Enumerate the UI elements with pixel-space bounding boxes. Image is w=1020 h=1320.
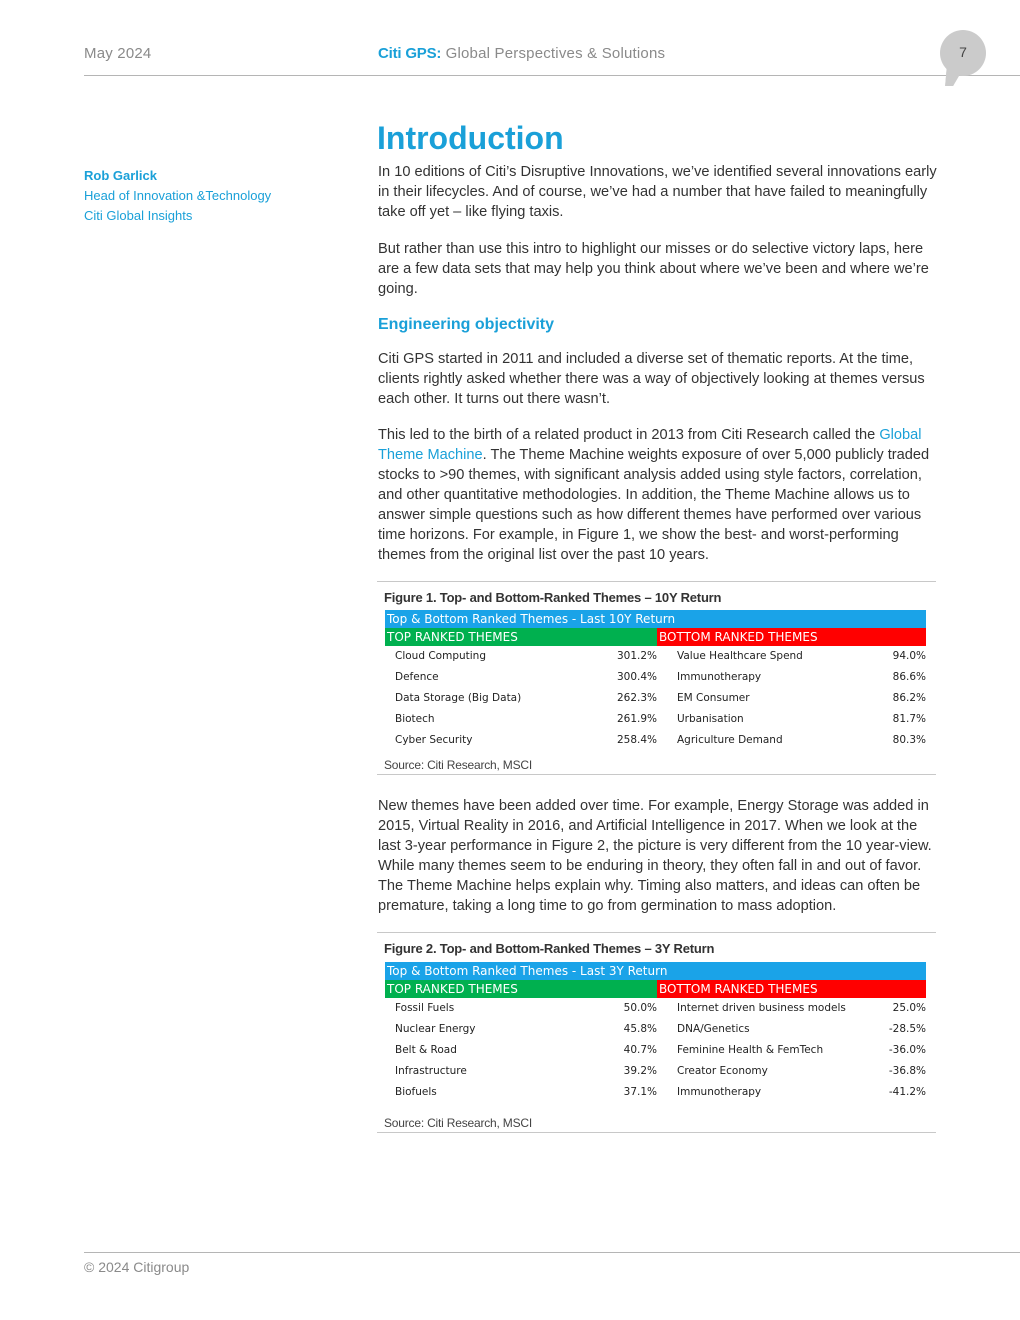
global-theme-machine-link[interactable]: Global Theme Machine bbox=[378, 427, 922, 463]
paragraph-data-sets: But rather than use this intro to highlight our misses or do selective victory laps, here are a few data sets that may help you think about where we’ve been and where we’re going. bbox=[378, 241, 929, 297]
figure1-top-rule bbox=[377, 581, 936, 582]
table-row bbox=[385, 730, 926, 751]
figure1-title: Figure 1. Top- and Bottom-Ranked Themes – 10Y Return bbox=[384, 590, 722, 605]
brand-subtitle: Global Perspectives & Solutions bbox=[445, 45, 666, 62]
footer-copyright: © 2024 Citigroup bbox=[84, 1259, 190, 1275]
bottom-ranked-header: BOTTOM RANKED THEMES bbox=[657, 980, 926, 998]
figure2-table-subheader bbox=[385, 980, 926, 998]
text-segment: . The Theme Machine weights exposure of over 5,000 publicly traded stocks to >90 themes, with significant analysis added using style factors, correlation, and other quantitative methodologies. In addition, the Theme Machine allows us to answer simple questions such as how different themes have performed over various time horizons. For example, in Figure 1, we show the best- and worst-performing themes from the original list over the past 10 years. bbox=[378, 447, 930, 563]
paragraph-new-themes: New themes have been added over time. For example, Energy Storage was added in 2015, Virtual Reality in 2016, and Artificial Intelligence in 2017. When we look at the last 3-year performance in Figure 2, the picture is very different from the 10 year-view. While many themes seem to be enduring in theory, they often fall in and out of favor. The Theme Machine helps explain why. Timing also matters, and ideas can often be premature, taking a long time to go from germination to mass adoption. bbox=[378, 798, 932, 914]
table-row bbox=[385, 1040, 926, 1061]
figure1-source: Source: Citi Research, MSCI bbox=[384, 758, 532, 772]
figure2-title: Figure 2. Top- and Bottom-Ranked Themes – 3Y Return bbox=[384, 941, 715, 956]
bottom-theme-name: Feminine Health & FemTech bbox=[677, 1044, 824, 1056]
top-theme-name: Biofuels bbox=[395, 1086, 437, 1098]
figure1-bottom-rule bbox=[377, 774, 936, 775]
top-theme-name: Cyber Security bbox=[395, 734, 473, 746]
bottom-theme-return: 86.6% bbox=[892, 671, 926, 683]
top-theme-name: Biotech bbox=[395, 713, 435, 725]
figure2-table bbox=[385, 962, 926, 1103]
top-ranked-header: TOP RANKED THEMES bbox=[385, 628, 657, 646]
figure1-table bbox=[385, 610, 926, 751]
bottom-theme-name: Internet driven business models bbox=[677, 1002, 846, 1014]
bottom-theme-name: Value Healthcare Spend bbox=[677, 650, 803, 662]
author-org: Citi Global Insights bbox=[84, 208, 193, 223]
author-block bbox=[84, 166, 271, 226]
top-theme-return: 261.9% bbox=[616, 713, 657, 725]
top-theme-return: 258.4% bbox=[616, 734, 657, 746]
bottom-theme-name: EM Consumer bbox=[677, 692, 750, 704]
paragraph-theme-machine bbox=[378, 425, 938, 565]
figure1-table-title: Top & Bottom Ranked Themes - Last 10Y Return bbox=[385, 610, 926, 628]
top-theme-name: Infrastructure bbox=[395, 1065, 467, 1077]
footer-divider bbox=[84, 1252, 1020, 1253]
top-theme-return: 301.2% bbox=[616, 650, 657, 662]
top-theme-return: 39.2% bbox=[623, 1065, 657, 1077]
bottom-theme-return: 94.0% bbox=[892, 650, 926, 662]
figure2-bottom-rule bbox=[377, 1132, 936, 1133]
paragraph-intro: In 10 editions of Citi’s Disruptive Innovations, we’ve identified several innovations early in their lifecycles. And of course, we’ve had a number that have failed to meaningfully take off yet – like flying taxis. bbox=[378, 164, 937, 220]
figure2-source: Source: Citi Research, MSCI bbox=[384, 1116, 532, 1130]
top-theme-return: 37.1% bbox=[623, 1086, 657, 1098]
top-theme-name: Belt & Road bbox=[395, 1044, 457, 1056]
top-theme-return: 262.3% bbox=[616, 692, 657, 704]
header-date: May 2024 bbox=[84, 45, 152, 62]
bottom-theme-name: Immunotherapy bbox=[677, 671, 762, 683]
paragraph-citi-gps: Citi GPS started in 2011 and included a diverse set of thematic reports. At the time, clients rightly asked whether there was a way of objectively looking at themes versus each other. It turns out there wasn’t. bbox=[378, 351, 925, 407]
top-theme-name: Data Storage (Big Data) bbox=[395, 692, 522, 704]
page-title: Introduction bbox=[377, 120, 564, 156]
table-row bbox=[385, 1082, 926, 1103]
bottom-theme-return: -36.0% bbox=[888, 1044, 926, 1056]
top-theme-name: Fossil Fuels bbox=[395, 1002, 455, 1014]
bottom-theme-name: Agriculture Demand bbox=[677, 734, 783, 746]
bottom-theme-return: -41.2% bbox=[888, 1086, 926, 1098]
page-number: 7 bbox=[940, 30, 986, 76]
bottom-ranked-header: BOTTOM RANKED THEMES bbox=[657, 628, 926, 646]
header-brand-line bbox=[378, 45, 665, 62]
top-ranked-header: TOP RANKED THEMES bbox=[385, 980, 657, 998]
top-theme-return: 40.7% bbox=[623, 1044, 657, 1056]
top-theme-name: Cloud Computing bbox=[395, 650, 486, 662]
bottom-theme-return: 86.2% bbox=[892, 692, 926, 704]
top-theme-return: 50.0% bbox=[623, 1002, 657, 1014]
figure2-table-title: Top & Bottom Ranked Themes - Last 3Y Return bbox=[385, 962, 926, 980]
header-divider bbox=[84, 75, 1020, 76]
table-row bbox=[385, 1061, 926, 1082]
top-theme-name: Defence bbox=[395, 671, 439, 683]
figure1-rows bbox=[385, 646, 926, 751]
bottom-theme-return: 25.0% bbox=[892, 1002, 926, 1014]
table-row bbox=[385, 667, 926, 688]
bottom-theme-name: Immunotherapy bbox=[677, 1086, 762, 1098]
bottom-theme-name: DNA/Genetics bbox=[677, 1023, 750, 1035]
table-row bbox=[385, 709, 926, 730]
table-row bbox=[385, 688, 926, 709]
figure2-top-rule bbox=[377, 932, 936, 933]
figure1-table-subheader bbox=[385, 628, 926, 646]
bottom-theme-name: Urbanisation bbox=[677, 713, 744, 725]
brand-name: Citi GPS: bbox=[378, 45, 442, 62]
author-name[interactable]: Rob Garlick bbox=[84, 168, 157, 183]
author-role: Head of Innovation &Technology bbox=[84, 188, 272, 203]
bottom-theme-return: 81.7% bbox=[892, 713, 926, 725]
bottom-theme-return: -36.8% bbox=[888, 1065, 926, 1077]
table-row bbox=[385, 646, 926, 667]
text-segment: This led to the birth of a related product in 2013 from Citi Research called the bbox=[378, 427, 880, 443]
bottom-theme-return: -28.5% bbox=[888, 1023, 926, 1035]
bottom-theme-name: Creator Economy bbox=[677, 1065, 768, 1077]
bottom-theme-return: 80.3% bbox=[892, 734, 926, 746]
table-row bbox=[385, 1019, 926, 1040]
top-theme-name: Nuclear Energy bbox=[395, 1023, 476, 1035]
figure2-rows bbox=[385, 998, 926, 1103]
top-theme-return: 45.8% bbox=[623, 1023, 657, 1035]
table-row bbox=[385, 998, 926, 1019]
top-theme-return: 300.4% bbox=[616, 671, 657, 683]
section-heading: Engineering objectivity bbox=[378, 316, 555, 333]
